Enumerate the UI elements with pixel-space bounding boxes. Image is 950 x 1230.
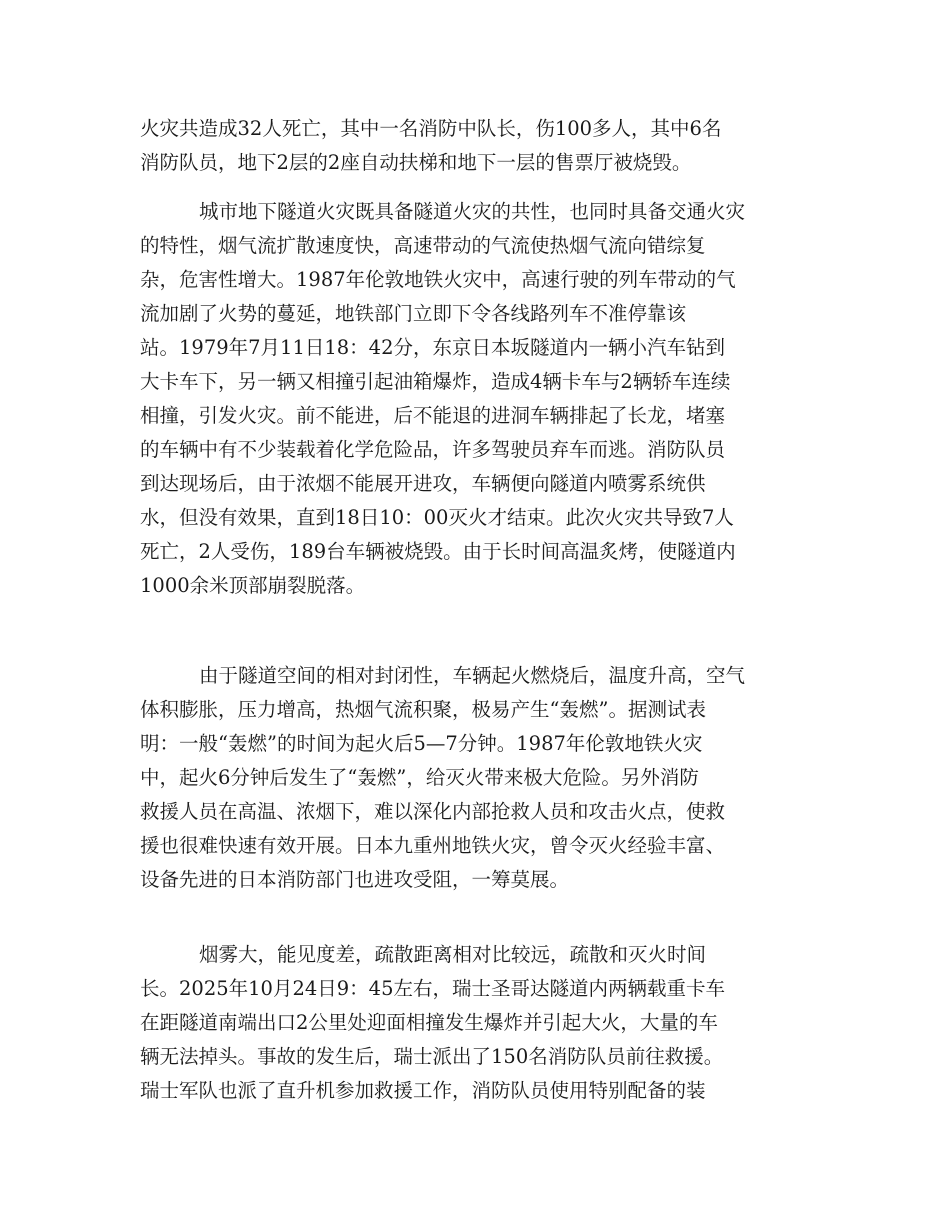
text-line: 大卡车下，另一辆又相撞引起油箱爆炸，造成4辆卡车与2辆轿车连续 <box>140 370 731 393</box>
text-line: 的特性，烟气流扩散速度快，高速带动的气流使热烟气流向错综复 <box>140 234 706 257</box>
text-line: 烟雾大，能见度差，疏散距离相对比较远，疏散和灭火时间 <box>199 943 707 966</box>
text-line: 相撞，引发火灾。前不能进，后不能退的进洞车辆排起了长龙，堵塞 <box>140 404 726 427</box>
text-line: 援也很难快速有效开展。日本九重州地铁火灾，曾令灭火经验丰富、 <box>140 834 726 857</box>
text-line: 辆无法掉头。事故的发生后，瑞士派出了150名消防队员前往救援。 <box>140 1045 724 1068</box>
text-line: 在距隧道南端出口2公里处迎面相撞发生爆炸并引起大火，大量的车 <box>140 1011 718 1034</box>
text-line: 中，起火6分钟后发生了“轰燃”，给灭火带来极大危险。另外消防 <box>140 766 699 789</box>
paragraph-urban-tunnel-fire <box>140 195 820 603</box>
text-line: 站。1979年7月11日18：42分，东京日本坂隧道内一辆小汽车钻到 <box>140 336 725 359</box>
text-line: 死亡，2人受伤，189台车辆被烧毁。由于长时间高温炙烤，使隧道内 <box>140 540 736 563</box>
text-line: 城市地下隧道火灾既具备隧道火灾的共性，也同时具备交通火灾 <box>199 200 746 223</box>
text-line: 长。2025年10月24日9：45左右，瑞士圣哥达隧道内两辆载重卡车 <box>140 977 725 1000</box>
text-line: 1000余米顶部崩裂脱落。 <box>140 574 366 597</box>
text-line: 消防队员，地下2层的2座自动扶梯和地下一层的售票厅被烧毁。 <box>140 151 692 174</box>
text-line: 设备先进的日本消防部门也进攻受阻，一筹莫展。 <box>140 868 570 891</box>
text-line: 火灾共造成32人死亡，其中一名消防中队长，伤100多人，其中6名 <box>140 117 722 140</box>
text-line: 瑞士军队也派了直升机参加救援工作，消防队员使用特别配备的装 <box>140 1079 706 1102</box>
text-line: 救援人员在高温、浓烟下，难以深化内部抢救人员和攻击火点，使救 <box>140 800 726 823</box>
paragraph-flashover <box>140 659 820 897</box>
text-line: 水，但没有效果，直到18日10：00灭火才结束。此次火灾共导致7人 <box>140 506 734 529</box>
text-line: 体积膨胀，压力增高，热烟气流积聚，极易产生“轰燃”。据测试表 <box>140 698 706 721</box>
text-line: 由于隧道空间的相对封闭性，车辆起火燃烧后，温度升高，空气 <box>199 664 746 687</box>
text-line: 流加剧了火势的蔓延，地铁部门立即下令各线路列车不准停靠该 <box>140 302 687 325</box>
text-line: 的车辆中有不少装载着化学危险品，许多驾驶员弃车而逃。消防队员 <box>140 438 726 461</box>
text-line: 杂，危害性增大。1987年伦敦地铁火灾中，高速行驶的列车带动的气 <box>140 268 736 291</box>
paragraph-smoke-evacuation <box>140 938 820 1108</box>
text-line: 到达现场后，由于浓烟不能展开进攻，车辆便向隧道内喷雾系统供 <box>140 472 706 495</box>
paragraph-casualties <box>140 112 820 180</box>
text-line: 明：一般“轰燃”的时间为起火后5—7分钟。1987年伦敦地铁火灾 <box>140 732 703 755</box>
